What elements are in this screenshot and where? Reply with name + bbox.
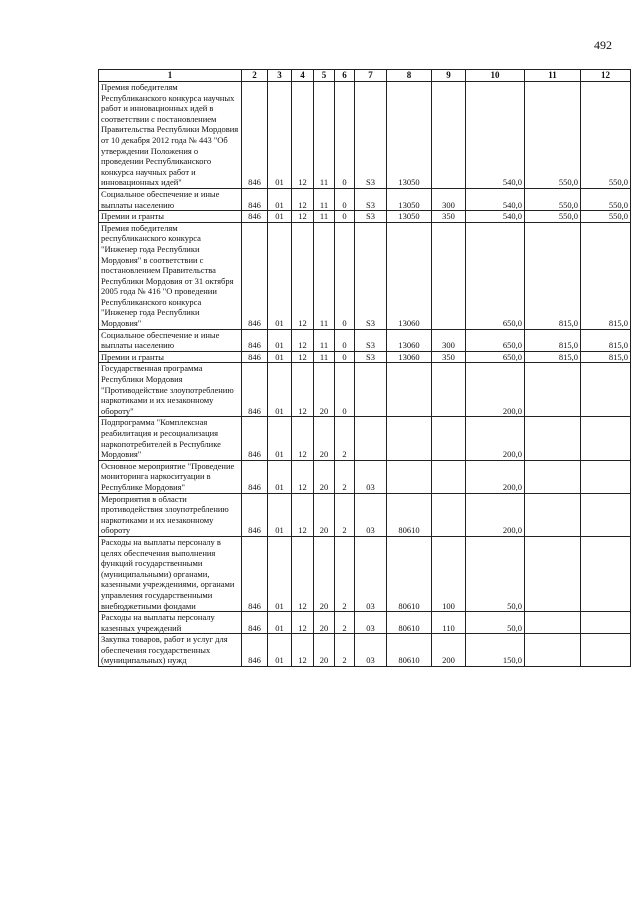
table-row <box>99 493 631 536</box>
subsection-code: 12 <box>292 417 314 460</box>
table-row <box>99 82 631 189</box>
table-row <box>99 417 631 460</box>
program-code: 11 <box>314 222 335 329</box>
event-code: S3 <box>355 351 387 363</box>
amount-2021: 550,0 <box>581 211 631 223</box>
amount-2020: 550,0 <box>525 188 581 210</box>
amount-2021: 815,0 <box>581 329 631 351</box>
subprogram-code: 0 <box>335 188 355 210</box>
amount-2019: 200,0 <box>466 417 525 460</box>
table-row <box>99 329 631 351</box>
event-code: S3 <box>355 188 387 210</box>
amount-2019: 650,0 <box>466 329 525 351</box>
event-code: 03 <box>355 536 387 611</box>
amount-2021 <box>581 634 631 667</box>
program-code: 20 <box>314 363 335 417</box>
program-code: 11 <box>314 211 335 223</box>
amount-2019: 200,0 <box>466 363 525 417</box>
amount-2020 <box>525 460 581 493</box>
amount-2021 <box>581 460 631 493</box>
row-name: Социальное обеспечение и иные выплаты населению <box>99 188 242 210</box>
row-name: Социальное обеспечение и иные выплаты населению <box>99 329 242 351</box>
expense-type-code: 350 <box>432 211 466 223</box>
subprogram-code: 0 <box>335 82 355 189</box>
table-row <box>99 363 631 417</box>
row-name: Основное мероприятие "Проведение мониторинга наркоситуации в Республике Мордовия" <box>99 460 242 493</box>
amount-2019: 540,0 <box>466 82 525 189</box>
table-row <box>99 536 631 611</box>
subsection-code: 12 <box>292 612 314 634</box>
expense-type-code <box>432 493 466 536</box>
amount-2019: 50,0 <box>466 536 525 611</box>
column-header: 4 <box>292 70 314 82</box>
event-code: S3 <box>355 329 387 351</box>
section-code: 01 <box>268 211 292 223</box>
column-header: 10 <box>466 70 525 82</box>
direction-code <box>387 460 432 493</box>
amount-2021: 550,0 <box>581 82 631 189</box>
direction-code: 80610 <box>387 634 432 667</box>
row-name: Премия победителям Республиканского конкурса научных работ и инновационных идей в соответствии с постановлением Правительства Республики Мордовия от 10 декабря 2012 года № 443 "Об утверждении Положения о проведении Республиканского конкурса научных работ и инновационных идей" <box>99 82 242 189</box>
direction-code: 13050 <box>387 211 432 223</box>
expense-type-code <box>432 460 466 493</box>
amount-2019: 150,0 <box>466 634 525 667</box>
expense-type-code <box>432 417 466 460</box>
amount-2021 <box>581 417 631 460</box>
subsection-code: 12 <box>292 351 314 363</box>
column-header: 1 <box>99 70 242 82</box>
program-code: 20 <box>314 536 335 611</box>
amount-2019: 200,0 <box>466 460 525 493</box>
subprogram-code: 2 <box>335 612 355 634</box>
section-code: 01 <box>268 634 292 667</box>
program-code: 20 <box>314 460 335 493</box>
chapter-code: 846 <box>242 493 268 536</box>
table-row <box>99 634 631 667</box>
section-code: 01 <box>268 460 292 493</box>
subprogram-code: 0 <box>335 363 355 417</box>
budget-table <box>98 69 631 667</box>
amount-2020 <box>525 634 581 667</box>
table-row <box>99 351 631 363</box>
table-row <box>99 460 631 493</box>
subsection-code: 12 <box>292 634 314 667</box>
row-name: Премии и гранты <box>99 211 242 223</box>
chapter-code: 846 <box>242 460 268 493</box>
program-code: 11 <box>314 82 335 189</box>
page-number: 492 <box>594 38 612 52</box>
amount-2019: 540,0 <box>466 188 525 210</box>
amount-2020 <box>525 536 581 611</box>
subsection-code: 12 <box>292 363 314 417</box>
column-header: 8 <box>387 70 432 82</box>
amount-2020: 815,0 <box>525 351 581 363</box>
subprogram-code: 0 <box>335 222 355 329</box>
direction-code <box>387 363 432 417</box>
amount-2021 <box>581 363 631 417</box>
amount-2020 <box>525 363 581 417</box>
amount-2019: 50,0 <box>466 612 525 634</box>
expense-type-code: 200 <box>432 634 466 667</box>
event-code <box>355 363 387 417</box>
section-code: 01 <box>268 363 292 417</box>
chapter-code: 846 <box>242 222 268 329</box>
amount-2020 <box>525 612 581 634</box>
amount-2021 <box>581 493 631 536</box>
subsection-code: 12 <box>292 211 314 223</box>
chapter-code: 846 <box>242 188 268 210</box>
event-code: 03 <box>355 634 387 667</box>
subprogram-code: 0 <box>335 351 355 363</box>
event-code <box>355 417 387 460</box>
table-row <box>99 188 631 210</box>
event-code: 03 <box>355 493 387 536</box>
subsection-code: 12 <box>292 82 314 189</box>
amount-2020: 815,0 <box>525 222 581 329</box>
direction-code: 13050 <box>387 188 432 210</box>
section-code: 01 <box>268 222 292 329</box>
row-name: Мероприятия в области противодействия злоупотреблению наркотиками и их незаконному обороту <box>99 493 242 536</box>
direction-code: 80610 <box>387 536 432 611</box>
section-code: 01 <box>268 329 292 351</box>
subprogram-code: 2 <box>335 417 355 460</box>
expense-type-code <box>432 82 466 189</box>
column-header: 9 <box>432 70 466 82</box>
chapter-code: 846 <box>242 634 268 667</box>
amount-2019: 540,0 <box>466 211 525 223</box>
table-row <box>99 612 631 634</box>
subsection-code: 12 <box>292 536 314 611</box>
section-code: 01 <box>268 612 292 634</box>
section-code: 01 <box>268 536 292 611</box>
column-header: 11 <box>525 70 581 82</box>
section-code: 01 <box>268 188 292 210</box>
amount-2019: 650,0 <box>466 222 525 329</box>
direction-code: 80610 <box>387 612 432 634</box>
amount-2020: 550,0 <box>525 211 581 223</box>
section-code: 01 <box>268 351 292 363</box>
expense-type-code <box>432 222 466 329</box>
column-header: 12 <box>581 70 631 82</box>
program-code: 11 <box>314 351 335 363</box>
amount-2021 <box>581 536 631 611</box>
section-code: 01 <box>268 417 292 460</box>
expense-type-code: 300 <box>432 188 466 210</box>
expense-type-code: 110 <box>432 612 466 634</box>
chapter-code: 846 <box>242 612 268 634</box>
amount-2021: 815,0 <box>581 222 631 329</box>
column-header: 2 <box>242 70 268 82</box>
table-body <box>99 82 631 667</box>
direction-code: 13060 <box>387 329 432 351</box>
amount-2020: 550,0 <box>525 82 581 189</box>
program-code: 11 <box>314 188 335 210</box>
direction-code: 13050 <box>387 82 432 189</box>
expense-type-code <box>432 363 466 417</box>
row-name: Государственная программа Республики Мордовия "Противодействие злоупотреблению наркотиками и их незаконному обороту" <box>99 363 242 417</box>
event-code: S3 <box>355 222 387 329</box>
subprogram-code: 2 <box>335 634 355 667</box>
row-name: Расходы на выплаты персоналу казенных учреждений <box>99 612 242 634</box>
row-name: Премии и гранты <box>99 351 242 363</box>
subprogram-code: 2 <box>335 460 355 493</box>
subprogram-code: 2 <box>335 493 355 536</box>
table-row <box>99 211 631 223</box>
chapter-code: 846 <box>242 536 268 611</box>
event-code: 03 <box>355 460 387 493</box>
table-header-row <box>99 70 631 82</box>
subsection-code: 12 <box>292 188 314 210</box>
column-header: 5 <box>314 70 335 82</box>
chapter-code: 846 <box>242 363 268 417</box>
direction-code: 80610 <box>387 493 432 536</box>
amount-2020 <box>525 493 581 536</box>
program-code: 20 <box>314 417 335 460</box>
amount-2021: 815,0 <box>581 351 631 363</box>
section-code: 01 <box>268 493 292 536</box>
row-name: Расходы на выплаты персоналу в целях обеспечения выполнения функций государственными (муниципальными) органами, казенными учреждениями, органами управления государственными внебюджетными фондами <box>99 536 242 611</box>
column-header: 3 <box>268 70 292 82</box>
subsection-code: 12 <box>292 329 314 351</box>
event-code: S3 <box>355 82 387 189</box>
program-code: 11 <box>314 329 335 351</box>
subsection-code: 12 <box>292 493 314 536</box>
amount-2020: 815,0 <box>525 329 581 351</box>
direction-code: 13060 <box>387 351 432 363</box>
program-code: 20 <box>314 634 335 667</box>
row-name: Подпрограмма "Комплексная реабилитация и ресоциализация наркопотребителей в Республике Мордовия" <box>99 417 242 460</box>
amount-2020 <box>525 417 581 460</box>
row-name: Премия победителям республиканского конкурса "Инженер года Республики Мордовия" в соответствии с постановлением Правительства Республики Мордовия от 31 октября 2005 года № 416 "О проведении Республиканского конкурса "Инженер года Республики Мордовия" <box>99 222 242 329</box>
chapter-code: 846 <box>242 82 268 189</box>
expense-type-code: 350 <box>432 351 466 363</box>
expense-type-code: 100 <box>432 536 466 611</box>
row-name: Закупка товаров, работ и услуг для обеспечения государственных (муниципальных) нужд <box>99 634 242 667</box>
subprogram-code: 0 <box>335 211 355 223</box>
amount-2021 <box>581 612 631 634</box>
chapter-code: 846 <box>242 211 268 223</box>
column-header: 6 <box>335 70 355 82</box>
program-code: 20 <box>314 493 335 536</box>
chapter-code: 846 <box>242 329 268 351</box>
amount-2019: 200,0 <box>466 493 525 536</box>
direction-code <box>387 417 432 460</box>
table-row <box>99 222 631 329</box>
chapter-code: 846 <box>242 417 268 460</box>
subprogram-code: 2 <box>335 536 355 611</box>
subsection-code: 12 <box>292 222 314 329</box>
event-code: S3 <box>355 211 387 223</box>
amount-2019: 650,0 <box>466 351 525 363</box>
event-code: 03 <box>355 612 387 634</box>
section-code: 01 <box>268 82 292 189</box>
subsection-code: 12 <box>292 460 314 493</box>
subprogram-code: 0 <box>335 329 355 351</box>
expense-type-code: 300 <box>432 329 466 351</box>
chapter-code: 846 <box>242 351 268 363</box>
direction-code: 13060 <box>387 222 432 329</box>
column-header: 7 <box>355 70 387 82</box>
program-code: 20 <box>314 612 335 634</box>
amount-2021: 550,0 <box>581 188 631 210</box>
